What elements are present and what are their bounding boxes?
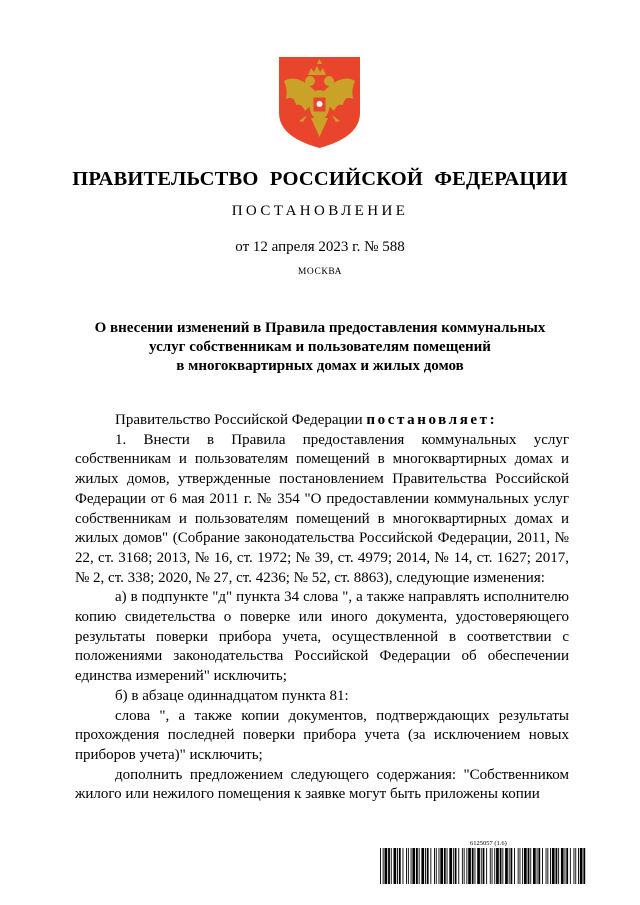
body-paragraph: 1. Внести в Правила предоставления коммунальных услуг собственникам и пользователям помещений в многоквартирных домах и жилых домов, утвержденные постановлением Правительства Российской Федерации от 6 мая 2011 г. № 354 "О предоставлении коммунальных услуг собственникам и пользователям помещений в многоквартирных домах и жилых домов" (Собрание законодательства Российской Федерации, 2011, № 22, ст. 3168; 2013, № 16, ст. 1972; № 39, ст. 4979; 2014, № 14, ст. 1627; 2017, № 2, ст. 338; 2020, № 27, ст. 4236; № 52, ст. 8863), следующие изменения: <box>75 431 569 586</box>
document-body <box>75 411 569 805</box>
barcode-number: 6125057 (1.6) <box>470 840 507 847</box>
decree-intro-text: Правительство Российской Федерации <box>115 412 367 428</box>
coat-of-arms-icon <box>277 55 362 150</box>
document-city: МОСКВА <box>297 267 343 277</box>
decree-keyword: постановляет: <box>366 412 498 428</box>
body-paragraph: б) в абзаце одиннадцатом пункта 81: <box>115 687 349 704</box>
document-subject <box>70 319 570 376</box>
subject-line: услуг собственникам и пользователям помещений <box>149 339 491 355</box>
decree-intro <box>75 411 569 431</box>
barcode-icon <box>380 848 586 884</box>
body-paragraph: а) в подпункте "д" пункта 34 слова ", а также направлять исполнителю копию свидетельства о поверке или иного документа, удостоверяющего результаты поверки прибора учета, осуществленной в соответствии с положениями законодательства Российской Федерации об обеспечении единства измерений" исключить; <box>75 589 569 685</box>
document-date-number: от 12 апреля 2023 г. № 588 <box>235 239 405 255</box>
document-type: ПОСТАНОВЛЕНИЕ <box>231 203 409 219</box>
body-paragraph: слова ", а также копии документов, подтверждающих результаты прохождения последней поверки прибора учета (за исключением новых приборов учета)" исключить; <box>75 707 569 763</box>
subject-line: О внесении изменений в Правила предоставления коммунальных <box>94 320 546 336</box>
subject-line: в многоквартирных домах и жилых домов <box>176 358 464 374</box>
government-title: ПРАВИТЕЛЬСТВО РОССИЙСКОЙ ФЕДЕРАЦИИ <box>72 168 568 190</box>
body-paragraph: дополнить предложением следующего содержания: "Собственником жилого или нежилого помещения к заявке могут быть приложены копии <box>75 766 569 803</box>
